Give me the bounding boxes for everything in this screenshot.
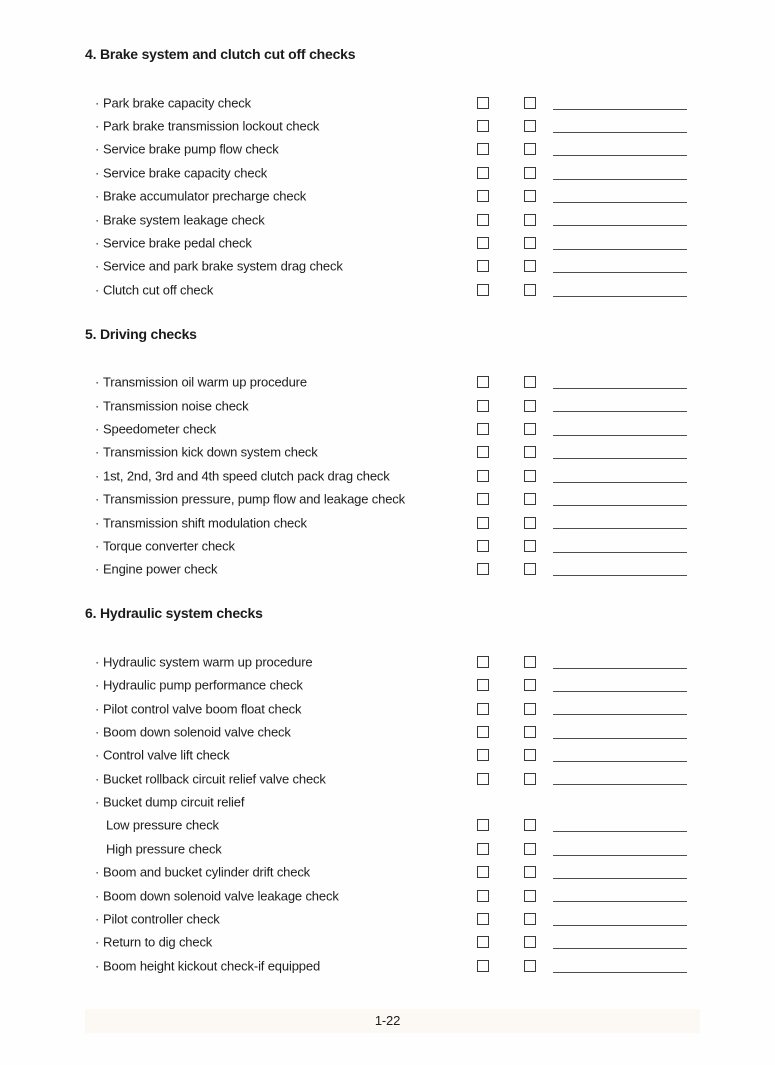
remarks-line[interactable] <box>553 272 687 273</box>
checkbox-col1[interactable] <box>477 517 489 529</box>
bullet-icon: · <box>95 888 100 904</box>
bullet-icon: · <box>95 95 100 111</box>
remarks-line[interactable] <box>553 714 687 715</box>
checkbox-col1[interactable] <box>477 446 489 458</box>
checkbox-col2[interactable] <box>524 679 536 691</box>
checkbox-col2[interactable] <box>524 470 536 482</box>
checkbox-col2[interactable] <box>524 563 536 575</box>
checklist-item <box>0 907 775 930</box>
checkbox-col1[interactable] <box>477 97 489 109</box>
bullet-icon: · <box>95 141 100 157</box>
checklist-item <box>0 931 775 954</box>
checkbox-col2[interactable] <box>524 656 536 668</box>
checkbox-col1[interactable] <box>477 167 489 179</box>
checkbox-col2[interactable] <box>524 284 536 296</box>
bullet-icon: · <box>95 561 100 577</box>
bullet-icon: · <box>95 747 100 763</box>
checklist-sections <box>0 46 775 978</box>
checklist-item <box>0 534 775 557</box>
remarks-line[interactable] <box>553 925 687 926</box>
item-label: Pilot control valve boom float check <box>103 701 302 716</box>
item-label: Brake system leakage check <box>103 212 265 228</box>
item-label: 1st, 2nd, 3rd and 4th speed clutch pack drag check <box>103 468 390 484</box>
remarks-line[interactable] <box>553 249 687 250</box>
item-label: Transmission oil warm up procedure <box>103 374 307 390</box>
remarks-line[interactable] <box>553 435 687 436</box>
checkbox-col1[interactable] <box>477 960 489 972</box>
remarks-line[interactable] <box>553 155 687 156</box>
checkbox-col1[interactable] <box>477 773 489 785</box>
checkbox-col2[interactable] <box>524 400 536 412</box>
item-label: Bucket rollback circuit relief valve check <box>103 771 326 787</box>
checklist-item <box>0 767 775 790</box>
checkbox-col1[interactable] <box>477 913 489 925</box>
remarks-line[interactable] <box>553 458 687 459</box>
checkbox-col1[interactable] <box>477 120 489 132</box>
checklist-item <box>0 394 775 417</box>
checklist-item <box>0 441 775 464</box>
bullet-icon: · <box>95 654 100 670</box>
item-label: Transmission noise check <box>103 398 249 414</box>
checkbox-col2[interactable] <box>524 540 536 552</box>
item-label: Low pressure check <box>106 817 219 833</box>
item-label: Engine power check <box>103 561 218 577</box>
checkbox-col1[interactable] <box>477 843 489 855</box>
checkbox-col1[interactable] <box>477 656 489 668</box>
checklist-item <box>0 161 775 184</box>
checklist-section <box>0 326 775 582</box>
checklist-item <box>0 138 775 161</box>
checkbox-col2[interactable] <box>524 749 536 761</box>
bullet-icon: · <box>95 398 100 414</box>
checklist-item <box>0 511 775 534</box>
checklist-item <box>0 231 775 254</box>
checklist-item <box>0 185 775 208</box>
remarks-line[interactable] <box>553 179 687 180</box>
remarks-line[interactable] <box>553 761 687 762</box>
checklist-item <box>0 837 775 860</box>
bullet-icon: · <box>95 794 100 810</box>
remarks-line[interactable] <box>553 738 687 739</box>
remarks-line[interactable] <box>553 225 687 226</box>
item-label: Torque converter check <box>103 538 235 554</box>
bullet-icon: · <box>95 444 100 460</box>
checkbox-col1[interactable] <box>477 237 489 249</box>
remarks-line[interactable] <box>553 831 687 832</box>
bullet-icon: · <box>95 165 100 181</box>
item-label: Hydraulic pump performance check <box>103 677 303 693</box>
item-label: Brake accumulator precharge check <box>103 188 307 204</box>
checklist-section <box>0 605 775 977</box>
remarks-line[interactable] <box>553 109 687 110</box>
remarks-line[interactable] <box>553 878 687 879</box>
checkbox-col1[interactable] <box>477 470 489 482</box>
bullet-icon: · <box>95 958 100 974</box>
checkbox-col1[interactable] <box>477 819 489 831</box>
bullet-icon: · <box>95 468 100 484</box>
section-items <box>0 91 775 302</box>
checkbox-col1[interactable] <box>477 260 489 272</box>
remarks-line[interactable] <box>553 482 687 483</box>
item-label: Boom down solenoid valve check <box>103 724 291 740</box>
checkbox-col2[interactable] <box>524 376 536 388</box>
remarks-line[interactable] <box>553 784 687 785</box>
checklist-item <box>0 417 775 440</box>
item-label: Control valve lift check <box>103 747 230 763</box>
remarks-line[interactable] <box>553 505 687 506</box>
item-label: Transmission kick down system check <box>103 444 318 460</box>
checkbox-col1[interactable] <box>477 423 489 435</box>
item-label: Service brake pump flow check <box>103 141 279 157</box>
section-items <box>0 371 775 582</box>
checkbox-col1[interactable] <box>477 936 489 948</box>
item-label: Clutch cut off check <box>103 282 214 298</box>
remarks-line[interactable] <box>553 202 687 203</box>
bullet-icon: · <box>95 677 100 693</box>
bullet-icon: · <box>95 188 100 204</box>
checkbox-col1[interactable] <box>477 400 489 412</box>
checklist-item <box>0 650 775 673</box>
section-title: 6. Hydraulic system checks <box>85 605 263 622</box>
checkbox-col2[interactable] <box>524 167 536 179</box>
bullet-icon: · <box>95 934 100 950</box>
checkbox-col1[interactable] <box>477 703 489 715</box>
checkbox-col2[interactable] <box>524 890 536 902</box>
checkbox-col2[interactable] <box>524 190 536 202</box>
checkbox-col2[interactable] <box>524 143 536 155</box>
checklist-item <box>0 208 775 231</box>
remarks-line[interactable] <box>553 296 687 297</box>
checklist-item <box>0 790 775 813</box>
bullet-icon: · <box>95 515 100 531</box>
item-label: Speedometer check <box>103 421 217 437</box>
item-label: Service brake capacity check <box>103 165 268 181</box>
checklist-item <box>0 697 775 720</box>
item-label: Service brake pedal check <box>103 235 252 251</box>
item-label: Transmission pressure, pump flow and leakage check <box>103 491 405 507</box>
item-label: Transmission shift modulation check <box>103 515 307 531</box>
checkbox-col2[interactable] <box>524 866 536 878</box>
bullet-icon: · <box>95 538 100 554</box>
checkbox-col2[interactable] <box>524 517 536 529</box>
checklist-section <box>0 46 775 302</box>
bullet-icon: · <box>95 911 100 927</box>
bullet-icon: · <box>95 771 100 787</box>
bullet-icon: · <box>95 235 100 251</box>
checkbox-col1[interactable] <box>477 749 489 761</box>
remarks-line[interactable] <box>553 388 687 389</box>
checklist-item <box>0 954 775 977</box>
checkbox-col1[interactable] <box>477 679 489 691</box>
remarks-line[interactable] <box>553 691 687 692</box>
section-title: 4. Brake system and clutch cut off checks <box>85 46 356 62</box>
checkbox-col2[interactable] <box>524 120 536 132</box>
checklist-item <box>0 861 775 884</box>
checkbox-col2[interactable] <box>524 703 536 715</box>
remarks-line[interactable] <box>553 552 687 553</box>
checkbox-col1[interactable] <box>477 190 489 202</box>
item-label: Park brake capacity check <box>103 95 251 111</box>
checkbox-col2[interactable] <box>524 726 536 738</box>
checkbox-col2[interactable] <box>524 936 536 948</box>
checkbox-col1[interactable] <box>477 540 489 552</box>
checklist-item <box>0 558 775 581</box>
remarks-line[interactable] <box>553 668 687 669</box>
remarks-line[interactable] <box>553 575 687 576</box>
item-label: High pressure check <box>106 841 222 857</box>
checkbox-col2[interactable] <box>524 237 536 249</box>
checkbox-col1[interactable] <box>477 143 489 155</box>
checklist-item <box>0 744 775 767</box>
remarks-line[interactable] <box>553 948 687 949</box>
item-label: Boom height kickout check-if equipped <box>103 958 321 974</box>
checkbox-col2[interactable] <box>524 446 536 458</box>
checklist-item <box>0 278 775 301</box>
checkbox-col1[interactable] <box>477 493 489 505</box>
remarks-line[interactable] <box>553 411 687 412</box>
item-label: Return to dig check <box>103 934 213 950</box>
checklist-item <box>0 464 775 487</box>
checkbox-col2[interactable] <box>524 97 536 109</box>
checklist-item <box>0 371 775 394</box>
checkbox-col2[interactable] <box>524 493 536 505</box>
bullet-icon: · <box>95 118 100 134</box>
item-label: Service and park brake system drag check <box>103 258 343 274</box>
checkbox-col2[interactable] <box>524 960 536 972</box>
item-label: Boom and bucket cylinder drift check <box>103 864 311 880</box>
bullet-icon: · <box>95 374 100 390</box>
section-title: 5. Driving checks <box>85 325 197 342</box>
bullet-icon: · <box>95 724 100 740</box>
checkbox-col1[interactable] <box>477 284 489 296</box>
bullet-icon: · <box>95 421 100 437</box>
item-label: Pilot controller check <box>103 911 220 927</box>
page-number: 1-22 <box>374 1013 401 1028</box>
bullet-icon: · <box>95 864 100 880</box>
checklist-item <box>0 884 775 907</box>
bullet-icon: · <box>95 282 100 298</box>
checkbox-col2[interactable] <box>524 214 536 226</box>
bullet-icon: · <box>95 258 100 274</box>
remarks-line[interactable] <box>553 528 687 529</box>
bullet-icon: · <box>95 491 100 507</box>
remarks-line[interactable] <box>553 855 687 856</box>
checklist-item <box>0 673 775 696</box>
checkbox-col2[interactable] <box>524 843 536 855</box>
checkbox-col1[interactable] <box>477 890 489 902</box>
remarks-line[interactable] <box>553 972 687 973</box>
checkbox-col1[interactable] <box>477 563 489 575</box>
checkbox-col1[interactable] <box>477 376 489 388</box>
checklist-item <box>0 814 775 837</box>
checkbox-col2[interactable] <box>524 819 536 831</box>
item-label: Bucket dump circuit relief <box>103 794 245 810</box>
checklist-item <box>0 720 775 743</box>
remarks-line[interactable] <box>553 132 687 133</box>
bullet-icon: · <box>95 212 100 228</box>
checkbox-col1[interactable] <box>477 214 489 226</box>
checkbox-col1[interactable] <box>477 726 489 738</box>
bullet-icon: · <box>95 701 100 716</box>
section-items <box>0 650 775 977</box>
checkbox-col1[interactable] <box>477 866 489 878</box>
item-label: Boom down solenoid valve leakage check <box>103 888 339 904</box>
checklist-item <box>0 487 775 510</box>
checklist-item <box>0 255 775 278</box>
checkbox-col2[interactable] <box>524 423 536 435</box>
remarks-line[interactable] <box>553 901 687 902</box>
checkbox-col2[interactable] <box>524 773 536 785</box>
checklist-item <box>0 114 775 137</box>
checkbox-col2[interactable] <box>524 913 536 925</box>
item-label: Hydraulic system warm up procedure <box>103 654 313 670</box>
checkbox-col2[interactable] <box>524 260 536 272</box>
checklist-item <box>0 91 775 114</box>
item-label: Park brake transmission lockout check <box>103 118 320 134</box>
